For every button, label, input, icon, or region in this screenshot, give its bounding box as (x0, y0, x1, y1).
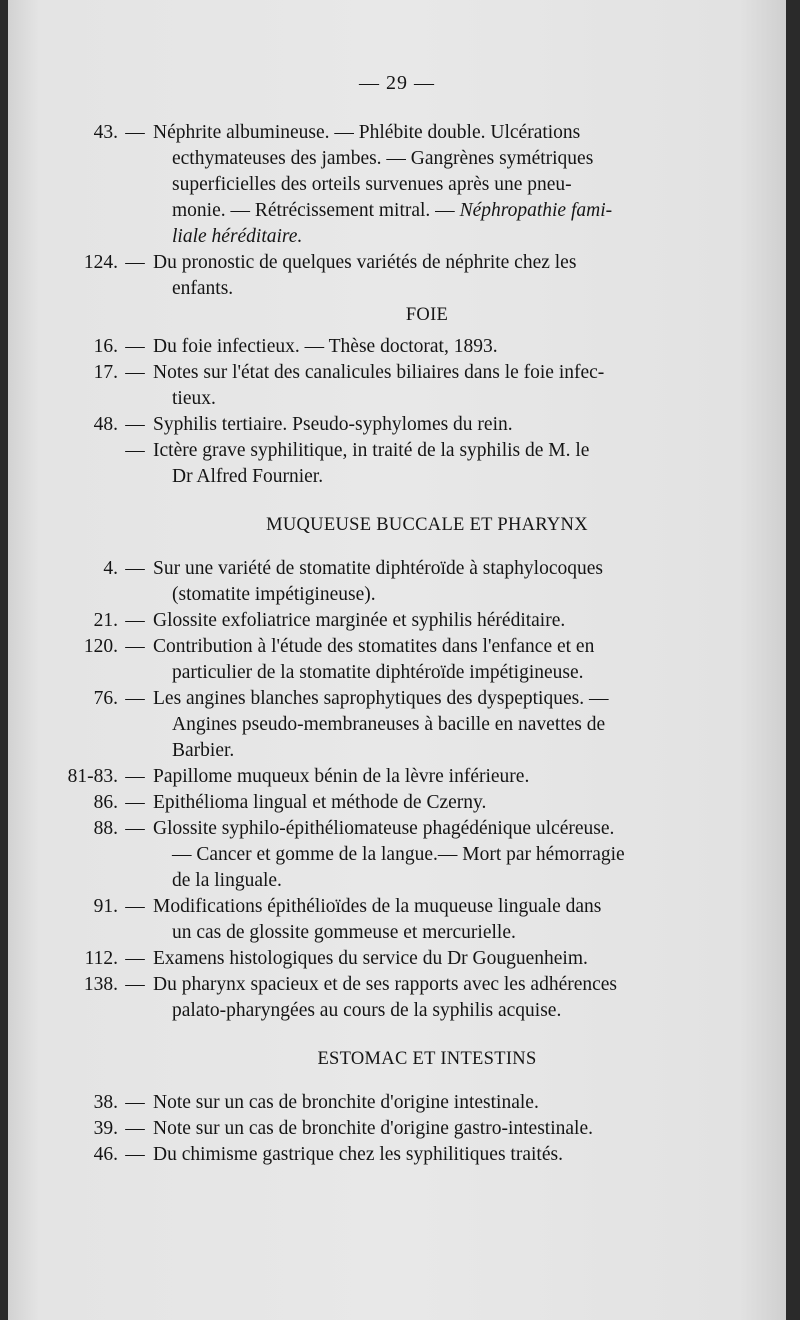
section-heading-muqueuse: MUQUEUSE BUCCALE ET PHARYNX (266, 515, 588, 535)
entry-dash: — (125, 1092, 145, 1113)
entry-dash: — (125, 974, 145, 995)
list-item (8, 360, 786, 412)
entry-number: 38. (93, 1092, 118, 1113)
list-item (8, 438, 786, 490)
document-page (8, 0, 786, 1320)
entry-dash: — (125, 1144, 145, 1165)
entry-number: 21. (93, 610, 118, 631)
entry-line: Du chimisme gastrique chez les syphilitiques traités. (153, 1144, 563, 1165)
entry-text (153, 608, 719, 634)
entry-text (153, 894, 719, 946)
entry-dash: — (125, 414, 145, 435)
entry-number: 76. (93, 688, 118, 709)
entry-number: 4. (103, 558, 118, 579)
bibliography-list (8, 120, 786, 1168)
entry-number: 124. (83, 252, 118, 273)
entry-line: Epithélioma lingual et méthode de Czerny. (153, 792, 487, 813)
entry-text (153, 764, 719, 790)
list-item (8, 686, 786, 764)
entry-number: 39. (93, 1118, 118, 1139)
entry-text (153, 816, 719, 894)
entry-line: Glossite exfoliatrice marginée et syphilis héréditaire. (153, 610, 566, 631)
entry-line: un cas de glossite gommeuse et mercurielle. (172, 922, 516, 943)
list-item (8, 790, 786, 816)
entry-line: Syphilis tertiaire. Pseudo-syphylomes du rein. (153, 414, 513, 435)
section-heading-estomac: ESTOMAC ET INTESTINS (317, 1049, 537, 1069)
entry-text (153, 686, 719, 764)
entry-line: Sur une variété de stomatite diphtéroïde à staphylocoques (153, 558, 603, 579)
entry-line: Examens histologiques du service du Dr Gouguenheim. (153, 948, 588, 969)
entry-dash: — (125, 1118, 145, 1139)
list-item (8, 816, 786, 894)
entry-line: — Cancer et gomme de la langue.— Mort par hémorragie (172, 844, 625, 865)
entry-number: 88. (93, 818, 118, 839)
entry-line: Les angines blanches saprophytiques des dyspeptiques. — (153, 688, 609, 709)
entry-line: Néphrite albumineuse. — Phlébite double. Ulcérations (153, 122, 581, 143)
list-item (8, 1142, 786, 1168)
entry-text (153, 946, 719, 972)
entry-number: 138. (83, 974, 118, 995)
entry-line: de la linguale. (172, 870, 282, 891)
entry-dash: — (125, 362, 145, 383)
page-number: — 29 — (359, 72, 435, 94)
entry-dash: — (125, 610, 145, 631)
entry-dash: — (125, 792, 145, 813)
entry-line: Du pharynx spacieux et de ses rapports avec les adhérences (153, 974, 618, 995)
entry-line (153, 198, 719, 224)
entry-line-italic: liale héréditaire. (172, 226, 303, 247)
entry-text (153, 438, 719, 490)
entry-line: ecthymateuses des jambes. — Gangrènes symétriques (172, 148, 594, 169)
entry-line: Du pronostic de quelques variétés de néphrite chez les (153, 252, 577, 273)
entry-text (153, 634, 719, 686)
entry-dash: — (125, 440, 145, 461)
entry-line-italic: Néphropathie fami- (459, 200, 613, 221)
entry-number: 86. (93, 792, 118, 813)
list-item (8, 120, 786, 250)
entry-dash: — (125, 818, 145, 839)
entry-line: Dr Alfred Fournier. (172, 466, 324, 487)
list-item (8, 1116, 786, 1142)
entry-number: 91. (93, 896, 118, 917)
entry-number: 43. (93, 122, 118, 143)
entry-line: Note sur un cas de bronchite d'origine gastro-intestinale. (153, 1118, 593, 1139)
entry-line: superficielles des orteils survenues après une pneu- (172, 174, 572, 195)
entry-line: enfants. (172, 278, 234, 299)
entry-dash: — (125, 948, 145, 969)
list-item (8, 634, 786, 686)
entry-text (153, 1142, 719, 1168)
entry-number: 81-83. (67, 766, 118, 787)
entry-number: 48. (93, 414, 118, 435)
entry-dash: — (125, 636, 145, 657)
list-item (8, 894, 786, 946)
list-item (8, 556, 786, 608)
list-item (8, 334, 786, 360)
entry-number: 112. (84, 948, 118, 969)
entry-text (153, 120, 719, 250)
entry-line: palato-pharyngées au cours de la syphilis acquise. (172, 1000, 562, 1021)
entry-dash: — (125, 122, 145, 143)
entry-dash: — (125, 766, 145, 787)
entry-dash: — (125, 558, 145, 579)
entry-line-part: monie. — Rétrécissement mitral. — (172, 200, 455, 221)
entry-dash: — (125, 688, 145, 709)
entry-number: 16. (93, 336, 118, 357)
entry-line (153, 224, 719, 250)
entry-number: 46. (93, 1144, 118, 1165)
entry-line: Notes sur l'état des canalicules biliaires dans le foie infec- (153, 362, 605, 383)
list-item (8, 1090, 786, 1116)
entry-line: Angines pseudo-membraneuses à bacille en navettes de (172, 714, 606, 735)
entry-text (153, 790, 719, 816)
entry-line: Note sur un cas de bronchite d'origine intestinale. (153, 1092, 539, 1113)
entry-number: 120. (83, 636, 118, 657)
list-item (8, 946, 786, 972)
entry-line: Glossite syphilo-épithéliomateuse phagédénique ulcéreuse. (153, 818, 615, 839)
entry-line: Modifications épithélioïdes de la muqueuse linguale dans (153, 896, 602, 917)
list-item (8, 250, 786, 302)
entry-text (153, 360, 719, 412)
list-item (8, 412, 786, 438)
section-heading-foie: FOIE (405, 305, 449, 325)
entry-text (153, 556, 719, 608)
list-item (8, 972, 786, 1024)
list-item (8, 608, 786, 634)
entry-line: Contribution à l'étude des stomatites dans l'enfance et en (153, 636, 595, 657)
entry-dash: — (125, 896, 145, 917)
entry-line: (stomatite impétigineuse). (172, 584, 376, 605)
entry-line: Barbier. (172, 740, 235, 761)
entry-line: Papillome muqueux bénin de la lèvre inférieure. (153, 766, 530, 787)
entry-number: 17. (93, 362, 118, 383)
entry-text (153, 334, 719, 360)
entry-line: particulier de la stomatite diphtéroïde impétigineuse. (172, 662, 584, 683)
entry-text (153, 250, 719, 302)
entry-dash: — (125, 252, 145, 273)
entry-dash: — (125, 336, 145, 357)
entry-line: Ictère grave syphilitique, in traité de la syphilis de M. le (153, 440, 590, 461)
entry-text (153, 972, 719, 1024)
entry-text (153, 1090, 719, 1116)
entry-text (153, 412, 719, 438)
entry-text (153, 1116, 719, 1142)
entry-line: tieux. (172, 388, 216, 409)
entry-line: Du foie infectieux. — Thèse doctorat, 1893. (153, 336, 498, 357)
list-item (8, 764, 786, 790)
